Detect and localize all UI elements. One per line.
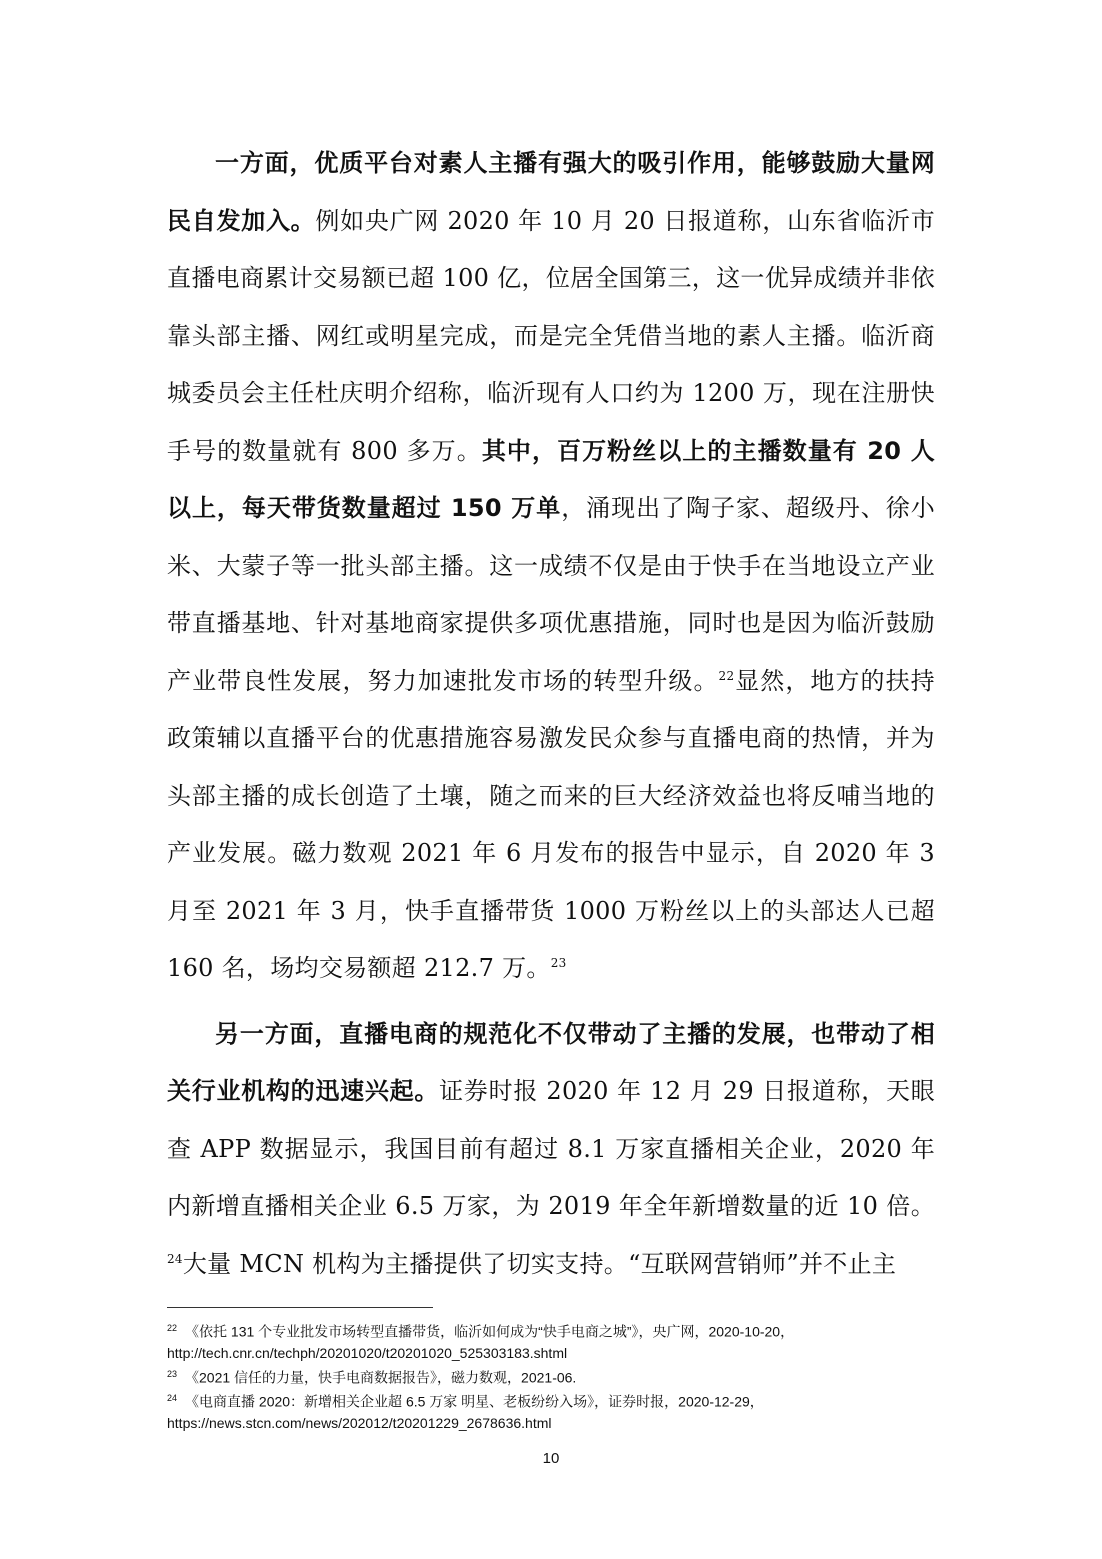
footnote-ref-24[interactable]: 24	[167, 1251, 183, 1266]
footnote-22-url[interactable]: http://tech.cnr.cn/techph/20201020/t20201020_525303183.shtml	[167, 1344, 568, 1361]
body-text	[167, 135, 935, 1293]
lead-sentence: 一方面，优质平台对素人主播有强大的吸引作用，能够鼓励大量网民自发加入。	[167, 149, 935, 235]
text-run: 证券时报 2020 年 12 月 29 日报道称，天眼查 APP 数据显示，我国目前有超过 8.1 万家直播相关企业，2020 年内新增直播相关企业 6.5 万家，为 2019 年全年新增数量的近 10 倍。	[167, 1077, 935, 1220]
footnote-ref-23[interactable]: 23	[550, 956, 567, 970]
emphasis-run: 其中，百万粉丝以上的主播数量有 20 人以上，每天带货数量超过 150 万单	[167, 436, 936, 522]
text-run: 例如央广网 2020 年 10 月 20 日报道称，山东省临沂市直播电商累计交易额已超 100 亿，位居全国第三，这一优异成绩并非依靠头部主播、网红或明星完成，而是完全凭借当地的素人主播。临沂商城委员会主任杜庆明介绍称，临沂现有人口约为 1200 万，现在注册快手号的数量就有 800 多万。	[167, 206, 935, 465]
footnote-text: 《2021 信任的力量，快手电商数据报告》，磁力数观，2021-06.	[185, 1369, 577, 1386]
footnote-number: 23	[167, 1368, 178, 1379]
footnote-22	[167, 1318, 947, 1343]
footnote-text: 《电商直播 2020：新增相关企业超 6.5 万家 明星、老板纷纷入场》，证券时报，2020-12-29，	[185, 1393, 764, 1410]
footnote-text: 《依托 131 个专业批发市场转型直播带货，临沂如何成为“快手电商之城”》，央广网，2020-10-20，	[185, 1323, 795, 1340]
footnote-23	[167, 1364, 947, 1389]
paragraph-2	[167, 1006, 935, 1294]
page-number: 10	[542, 1450, 560, 1467]
text-run: ，涌现出了陶子家、超级丹、徐小米、大蒙子等一批头部主播。这一成绩不仅是由于快手在当地设立产业带直播基地、针对基地商家提供多项优惠措施，同时也是因为临沂鼓励产业带良性发展，努力加速批发市场的转型升级。	[167, 494, 935, 695]
lead-sentence: 另一方面，直播电商的规范化不仅带动了主播的发展，也带动了相关行业机构的迅速兴起。	[167, 1019, 935, 1105]
footnote-divider	[167, 1307, 433, 1308]
footnotes	[167, 1318, 947, 1434]
footnote-number: 24	[167, 1393, 178, 1404]
text-run: 显然，地方的扶持政策辅以直播平台的优惠措施容易激发民众参与直播电商的热情，并为头部主播的成长创造了土壤，随之而来的巨大经济效益也将反哺当地的产业发展。磁力数观 2021 年 6 月发布的报告中显示，自 2020 年 3 月至 2021 年 3 月，快手直播带货 1000 万粉丝以上的头部达人已超 160 名，场均交易额超 212.7 万。	[167, 666, 935, 982]
text-run: 大量 MCN 机构为主播提供了切实支持。“互联网营销师”并不止主	[182, 1249, 897, 1278]
footnote-number: 22	[167, 1323, 178, 1333]
footnote-24-url[interactable]: https://news.stcn.com/news/202012/t20201229_2678636.html	[167, 1414, 552, 1431]
footnote-24	[167, 1388, 947, 1413]
paragraph-1	[167, 135, 935, 998]
footnote-ref-22[interactable]: 22	[718, 668, 735, 683]
